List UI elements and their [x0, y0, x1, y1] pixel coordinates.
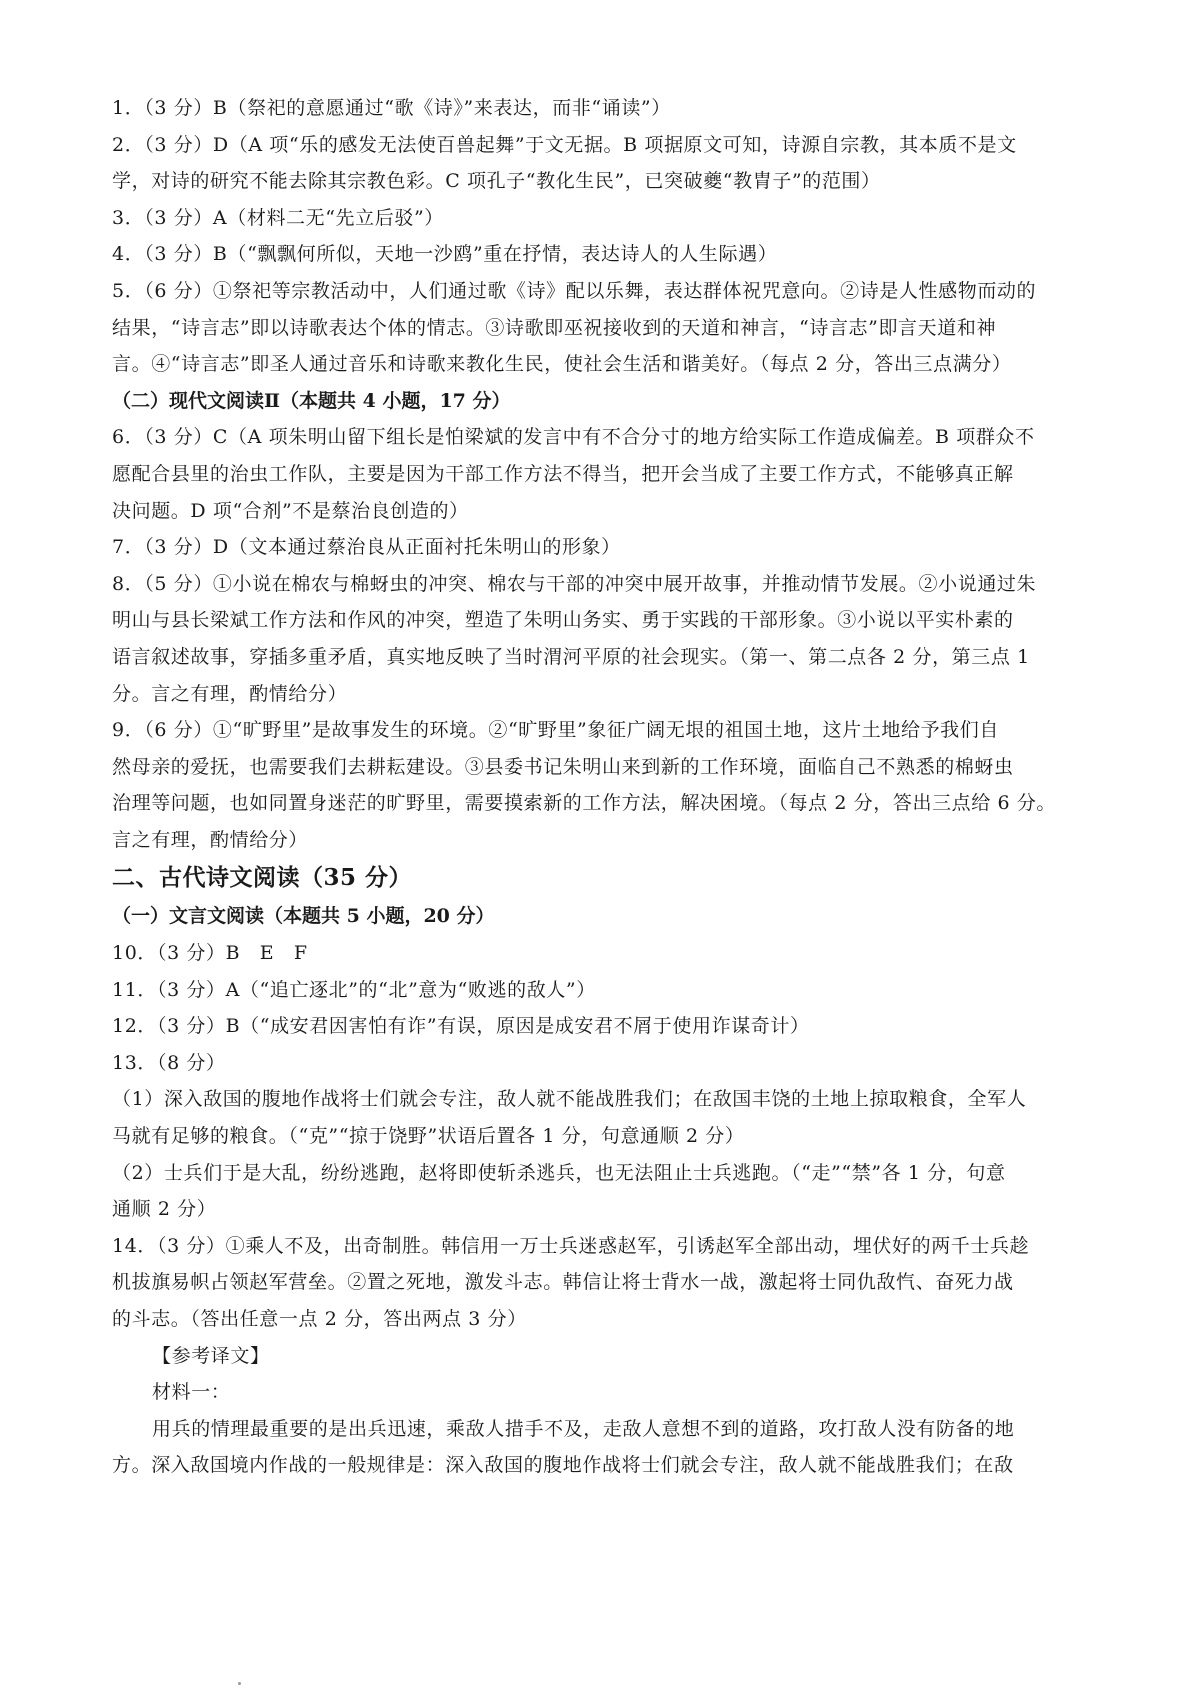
text-line: 机拔旗易帜占领赵军营垒。②置之死地，激发斗志。韩信让将士背水一战，激起将士同仇敌忾、奋死力战	[112, 1271, 1014, 1294]
text-line: 语言叙述故事，穿插多重矛盾，真实地反映了当时渭河平原的社会现实。（第一、第二点各 2 分，第三点 1	[112, 645, 1030, 668]
text-line: 5．（6 分）①祭祀等宗教活动中，人们通过歌《诗》配以乐舞，表达群体祝咒意向。②诗是人性感物而动的	[112, 279, 1037, 302]
footer-mark	[238, 1682, 241, 1685]
text-line: 11．（3 分）A（“追亡逐北”的“北”意为“败逃的敌人”）	[112, 978, 596, 1001]
text-line: 13．（8 分）	[112, 1051, 226, 1074]
text-line: 学，对诗的研究不能去除其宗教色彩。C 项孔子“教化生民”，已突破夔“教胄子”的范围）	[112, 170, 881, 193]
text-line: 通顺 2 分）	[112, 1198, 217, 1221]
text-line: 7．（3 分）D（文本通过蔡治良从正面衬托朱明山的形象）	[112, 536, 621, 559]
text-line: 3．（3 分）A（材料二无“先立后驳”）	[112, 206, 444, 229]
text-line: 马就有足够的粮食。（“克”“掠于饶野”状语后置各 1 分，句意通顺 2 分）	[112, 1125, 745, 1148]
text-line: 然母亲的爱抚，也需要我们去耕耘建设。③县委书记朱明山来到新的工作环境，面临自己不熟悉的棉蚜虫	[112, 755, 1014, 778]
text-line: 4．（3 分）B（“飘飘何所似，天地一沙鸥”重在抒情，表达诗人的人生际遇）	[112, 243, 778, 266]
text-line: （一）文言文阅读（本题共 5 小题，20 分）	[112, 905, 495, 928]
text-line: 治理等问题，也如同置身迷茫的旷野里，需要摸索新的工作方法，解决困境。（每点 2 分，答出三点给 6 分。	[112, 792, 1057, 815]
text-line: （二）现代文阅读Ⅱ（本题共 4 小题，17 分）	[112, 389, 511, 412]
text-line: 明山与县长梁斌工作方法和作风的冲突，塑造了朱明山务实、勇于实践的干部形象。③小说以平实朴素的	[112, 609, 1014, 632]
text-line: 言之有理，酌情给分）	[112, 828, 309, 851]
text-line: 的斗志。（答出任意一点 2 分，答出两点 3 分）	[112, 1308, 527, 1330]
text-line: 决问题。D 项“合剂”不是蔡治良创造的）	[112, 499, 469, 522]
text-line: 材料一：	[152, 1381, 231, 1404]
text-line: 用兵的情理最重要的是出兵迅速，乘敌人措手不及，走敌人意想不到的道路，攻打敌人没有防备的地	[152, 1417, 1015, 1440]
text-line: 二、古代诗文阅读（35 分）	[112, 864, 413, 892]
text-line: 1．（3 分）B（祭祀的意愿通过“歌《诗》”来表达，而非“诵读”）	[112, 97, 671, 119]
text-line: 9．（6 分）①“旷野里”是故事发生的环境。②“旷野里”象征广阔无垠的祖国土地，这片土地给予我们自	[112, 719, 999, 742]
text-line: 12．（3 分）B（“成安君因害怕有诈”有误，原因是成安君不屑于使用诈谋奇计）	[112, 1015, 810, 1038]
text-line: 言。④“诗言志”即圣人通过音乐和诗歌来教化生民，使社会生活和谐美好。（每点 2 分，答出三点满分）	[112, 353, 1012, 376]
text-line: 10．（3 分）B E F	[112, 942, 308, 965]
text-line: 【参考译文】	[152, 1344, 270, 1367]
text-line: 愿配合县里的治虫工作队，主要是因为干部工作方法不得当，把开会当成了主要工作方式，不能够真正解	[112, 462, 1014, 485]
text-line: （2）士兵们于是大乱，纷纷逃跑，赵将即使斩杀逃兵，也无法阻止士兵逃跑。（“走”“禁”各 1 分，句意	[112, 1161, 1006, 1184]
text-line: 方。深入敌国境内作战的一般规律是：深入敌国的腹地作战将士们就会专注，敌人就不能战胜我们；在敌	[112, 1454, 1014, 1477]
text-line: 结果，“诗言志”即以诗歌表达个体的情志。③诗歌即巫祝接收到的天道和神言，“诗言志”即言天道和神	[112, 316, 997, 339]
text-line: （1）深入敌国的腹地作战将士们就会专注，敌人就不能战胜我们；在敌国丰饶的土地上掠取粮食，全军人	[112, 1088, 1027, 1111]
text-line: 2．（3 分）D（A 项“乐的感发无法使百兽起舞”于文无据。B 项据原文可知，诗源自宗教，其本质不是文	[112, 133, 1017, 156]
text-line: 8．（5 分）①小说在棉农与棉蚜虫的冲突、棉农与干部的冲突中展开故事，并推动情节发展。②小说通过朱	[112, 572, 1037, 595]
text-line: 6．（3 分）C（A 项朱明山留下组长是怕梁斌的发言中有不合分寸的地方给实际工作造成偏差。B 项群众不	[112, 426, 1035, 449]
text-line: 14．（3 分）①乘人不及，出奇制胜。韩信用一万士兵迷惑赵军，引诱赵军全部出动，埋伏好的两千士兵趁	[112, 1234, 1030, 1257]
text-line: 分。言之有理，酌情给分）	[112, 682, 348, 705]
